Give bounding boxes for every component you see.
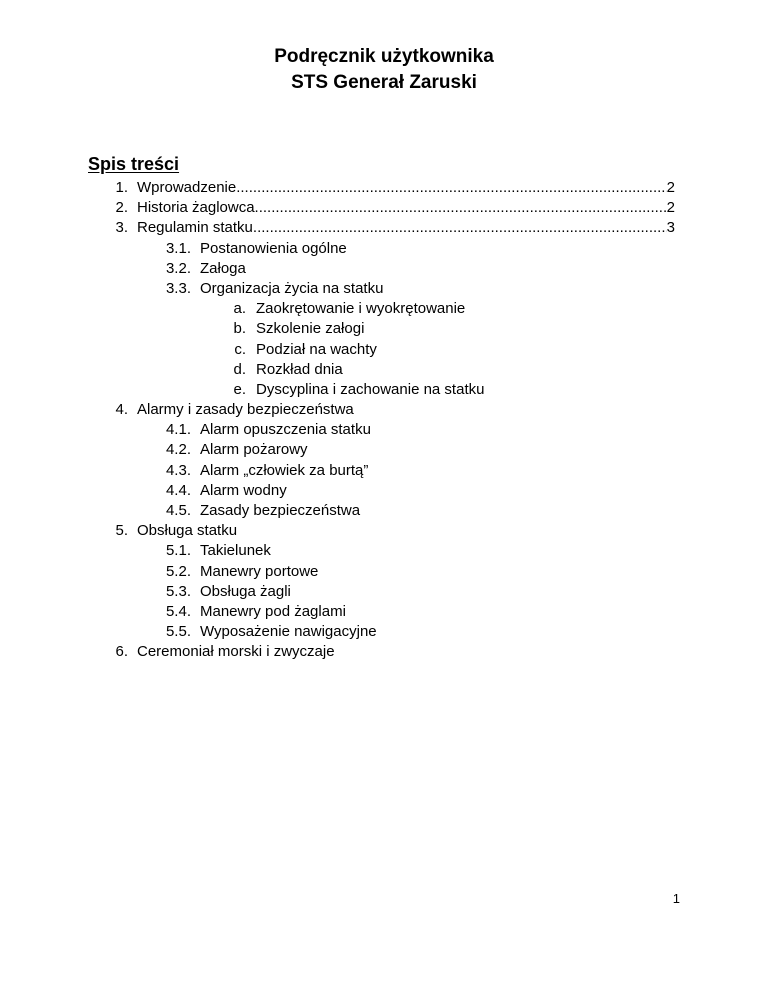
toc-heading: Spis treści <box>88 154 180 174</box>
toc-entry[interactable] <box>0 340 768 360</box>
toc-entry-number: 1. <box>115 179 128 196</box>
toc-entry-label: Regulamin statku <box>137 219 253 237</box>
toc-entry[interactable] <box>0 461 768 481</box>
toc-entry-label: Załoga <box>200 259 246 277</box>
toc-entry[interactable] <box>0 319 768 339</box>
toc-entry-number: 4.5. <box>165 502 191 519</box>
toc-entry-number: 5. <box>115 522 128 540</box>
document-title-line-2: STS Generał Zaruski <box>291 72 477 93</box>
document-title-line-1: Podręcznik użytkownika <box>274 46 494 67</box>
toc-entry-label: Takielunek <box>200 542 271 560</box>
toc-entry[interactable] <box>0 642 768 662</box>
toc-entry-label: Alarm wodny <box>200 481 287 499</box>
toc-entry-label: Podział na wachty <box>256 340 377 358</box>
toc-entry-number: c. <box>234 340 246 358</box>
toc-entry[interactable] <box>0 420 768 440</box>
toc-entry-number: e. <box>233 380 246 398</box>
toc-entry-label: Alarm „człowiek za burtą” <box>200 461 369 479</box>
toc-entry-label: Rozkład dnia <box>256 360 343 378</box>
toc-dot-leader <box>255 198 667 218</box>
toc-entry-number: 3.3. <box>165 279 191 297</box>
toc-entry[interactable] <box>0 521 768 541</box>
toc-entry-label: Alarmy i zasady bezpieczeństwa <box>137 401 354 419</box>
toc-entry-line <box>137 198 675 218</box>
toc-entry-line <box>137 218 675 238</box>
toc-entry-number: 5.1. <box>165 542 191 560</box>
toc-entry[interactable] <box>0 541 768 561</box>
page-number: 1 <box>672 891 680 906</box>
toc-entry[interactable] <box>0 440 768 460</box>
toc-entry-label: Dyscyplina i zachowanie na statku <box>256 380 485 398</box>
toc-entry-label: Manewry pod żaglami <box>200 602 346 620</box>
toc-entry-label: Manewry portowe <box>200 562 319 580</box>
toc-entry-number: a. <box>233 300 246 318</box>
toc-entry-number: 4.4. <box>165 481 191 499</box>
toc-entry[interactable] <box>0 299 768 319</box>
toc-entry-label: Historia żaglowca <box>137 199 255 217</box>
toc-entry-label: Wprowadzenie <box>137 179 237 196</box>
toc-entry-label: Zaokrętowanie i wyokrętowanie <box>256 300 466 318</box>
toc-entry-label: Obsługa żagli <box>200 582 291 600</box>
toc-entry-number: 3. <box>115 219 128 237</box>
toc-entry-label: Organizacja życia na statku <box>200 279 384 297</box>
toc-entry-label: Postanowienia ogólne <box>200 239 347 257</box>
toc-entry-number: 4.3. <box>165 461 191 479</box>
toc-entry[interactable] <box>0 360 768 380</box>
toc-dot-leader <box>253 218 667 238</box>
toc-entry[interactable] <box>0 562 768 582</box>
toc-entry[interactable] <box>0 218 768 238</box>
toc-entry-number: 2. <box>115 199 128 217</box>
toc-entry-line <box>137 178 675 198</box>
toc-entry-number: 3.2. <box>165 259 191 277</box>
toc-entry[interactable] <box>0 602 768 622</box>
toc-entry-page: 2 <box>666 199 675 217</box>
toc-entry-label: Obsługa statku <box>137 522 238 540</box>
toc-entry-page: 2 <box>666 179 675 196</box>
toc-entry-number: 4.2. <box>165 441 191 459</box>
toc-entry-label: Szkolenie załogi <box>256 320 365 338</box>
toc-entry-number: 3.1. <box>165 239 191 257</box>
toc-entry[interactable] <box>0 279 768 299</box>
toc-entry[interactable] <box>0 259 768 279</box>
toc-entry-label: Wyposażenie nawigacyjne <box>200 623 377 641</box>
toc-entry-number: 5.4. <box>165 602 191 620</box>
toc-entry-number: 4.1. <box>165 421 191 439</box>
toc-entry[interactable] <box>0 582 768 602</box>
toc-entry-number: 5.5. <box>165 623 191 641</box>
toc-entry-number: 6. <box>115 643 128 661</box>
toc-dot-leader <box>236 178 666 198</box>
toc-entry-number: 5.3. <box>165 582 191 600</box>
toc-entry-label: Ceremoniał morski i zwyczaje <box>137 643 335 661</box>
toc-entry[interactable] <box>0 198 768 218</box>
table-of-contents <box>0 178 768 663</box>
toc-entry[interactable] <box>0 178 768 198</box>
toc-entry[interactable] <box>0 622 768 642</box>
toc-entry[interactable] <box>0 380 768 400</box>
toc-entry-page: 3 <box>666 219 675 237</box>
toc-entry-number: 4. <box>115 401 128 419</box>
toc-entry[interactable] <box>0 400 768 420</box>
toc-entry[interactable] <box>0 501 768 521</box>
toc-entry[interactable] <box>0 481 768 501</box>
toc-entry-label: Alarm opuszczenia statku <box>200 421 371 439</box>
toc-entry-number: b. <box>233 320 246 338</box>
toc-entry-number: d. <box>233 360 246 378</box>
toc-entry-label: Zasady bezpieczeństwa <box>200 502 361 519</box>
toc-entry[interactable] <box>0 239 768 259</box>
toc-entry-number: 5.2. <box>165 562 191 580</box>
toc-entry-label: Alarm pożarowy <box>200 441 308 459</box>
